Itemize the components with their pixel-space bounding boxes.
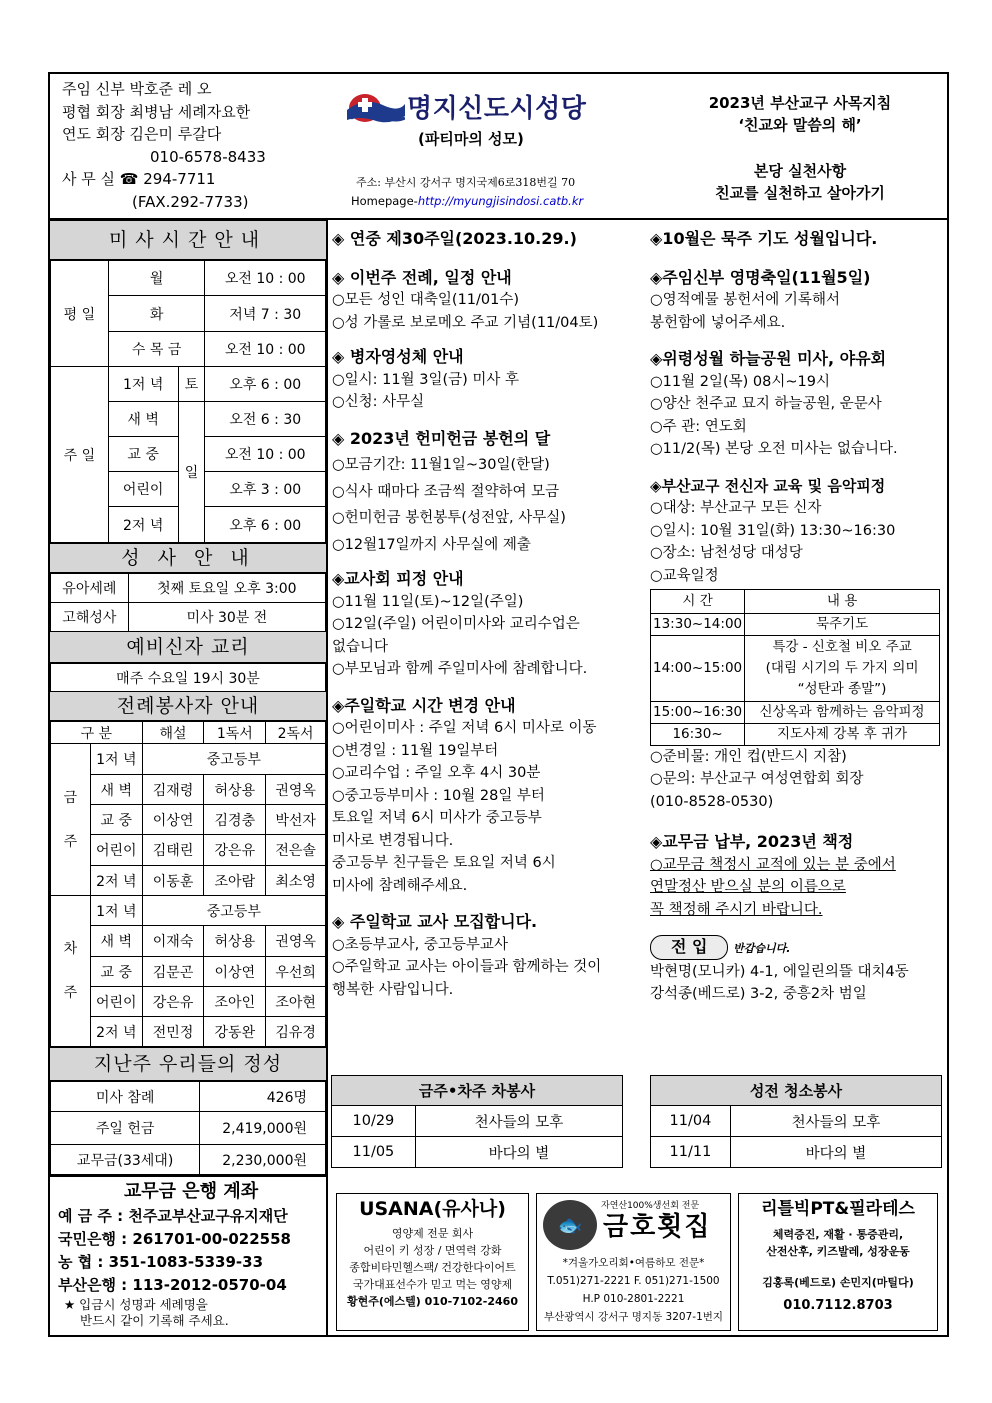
liturgy-reader2: 권영옥 <box>266 926 326 957</box>
offering-value: 2,230,000원 <box>200 1145 326 1175</box>
sacrament-table <box>50 573 326 632</box>
sched-time: 16:30~ <box>651 723 745 745</box>
liturgy-reader2: 김유경 <box>266 1017 326 1047</box>
ad-usana-line: 종합비타민헬스팩/ 건강한다이어트 <box>349 1261 516 1274</box>
duty-team: 천사들의 모후 <box>415 1106 622 1137</box>
liturgy-reader2: 우선희 <box>266 957 326 987</box>
sched-time: 14:00~15:00 <box>651 635 745 701</box>
practice-title: 본당 실천사항 <box>753 162 847 180</box>
sick-communion-item: ○일시: 11월 3일(금) 미사 후 <box>332 371 520 388</box>
ad-pilates-line: 체력증진, 재활 · 통증관리, <box>772 1228 904 1241</box>
sunday-school-item: 중고등부 친구들은 토요일 저녁 6시 <box>332 855 556 871</box>
catechumen-schedule: 매주 수요일 19시 30분 <box>51 664 326 692</box>
weekday-day: 월 <box>108 261 205 296</box>
liturgy-commentator: 김재령 <box>142 775 204 805</box>
sunday-mass-name: 교 중 <box>108 437 178 472</box>
sunday-school-item: ○중고등부미사 : 10월 28일 부터 <box>332 787 545 804</box>
offering-title: 지난주 우리들의 정성 <box>50 1047 326 1081</box>
liturgy-commentator: 이재숙 <box>142 926 204 957</box>
liturgy-reader2: 박선자 <box>266 805 326 835</box>
cleaning-duty-table <box>650 1075 942 1168</box>
duty-team: 바다의 별 <box>730 1137 941 1168</box>
bank-title: 교무금 은행 계좌 <box>123 1181 259 1202</box>
cleaning-duty-title: 성전 청소봉사 <box>651 1076 942 1106</box>
sunday-mass-name: 어린이 <box>108 472 178 507</box>
ad-pilates-contact: 김홍록(베드로) 손민지(마틸다) <box>762 1276 914 1289</box>
duty-team: 바다의 별 <box>415 1137 622 1168</box>
ad-usana-line: 국가대표선수가 믿고 먹는 영양제 <box>352 1278 513 1291</box>
rice-offering-item: ○헌미헌금 봉헌봉투(성전앞, 사무실) <box>332 510 566 526</box>
teacher-recruit-item: ○주일학교 교사는 아이들과 함께하는 것이 <box>332 959 602 975</box>
sched-header: 내 용 <box>745 590 940 614</box>
left-column-divider <box>326 218 328 1337</box>
liturgy-header: 2독서 <box>266 722 326 744</box>
teacher-recruit-item: 행복한 사람입니다. <box>332 981 454 998</box>
sunday-mass-time: 오전 10 : 00 <box>205 437 326 472</box>
rosary-month-title: ◈10월은 묵주 기도 성월입니다. <box>650 229 878 248</box>
sunday-mass-time: 오후 6 : 00 <box>205 507 326 543</box>
teacher-recruit-item: ○초등부교사, 중고등부교사 <box>332 936 508 953</box>
church-homepage <box>351 194 583 208</box>
guideline-theme: ‘친교와 말씀의 해’ <box>738 116 862 134</box>
duty-date: 10/29 <box>332 1106 416 1137</box>
teacher-retreat-item: ○12일(주일) 어린이미사와 교리수업은 <box>332 616 580 632</box>
homepage-link[interactable]: http://myungjisindosi.catb.kr <box>417 194 584 208</box>
liturgy-reader2: 최소영 <box>266 866 326 896</box>
liturgy-mass: 새 벽 <box>90 926 142 957</box>
this-week-label-text: 금 주 <box>63 789 78 850</box>
transfer-in-welcome: 반갑습니다. <box>733 942 791 955</box>
liturgy-mass: 1저 녁 <box>90 744 142 775</box>
liturgy-commentator: 김문곤 <box>142 957 204 987</box>
rice-offering-item: ○모금기간: 11월1일~30일(한달) <box>332 457 550 473</box>
sick-communion-item: ○신청: 사무실 <box>332 394 425 410</box>
liturgy-commentator: 김태린 <box>142 835 204 866</box>
duty-team: 천사들의 모후 <box>730 1106 941 1137</box>
bank-holder: 예 금 주 : 천주교부산교구유지재단 <box>58 1207 288 1225</box>
education-item: ○장소: 남천성당 대성당 <box>650 545 803 561</box>
liturgy-header: 해설 <box>142 722 204 744</box>
practice-text: 친교를 실천하고 살아가기 <box>715 184 885 202</box>
header-yeondo-president: 연도 회장 김은미 루갈다 <box>62 125 222 143</box>
liturgy-commentator: 강은유 <box>142 987 204 1017</box>
church-subtitle: (파티마의 성모) <box>418 130 524 148</box>
weekday-day: 수 목 금 <box>108 332 205 367</box>
liturgy-mass: 2저 녁 <box>90 866 142 896</box>
ad-fish-restaurant <box>536 1193 731 1331</box>
liturgy-reader1: 허상용 <box>204 926 266 957</box>
ad-fish-lines <box>537 1254 730 1326</box>
liturgy-merged: 중고등부 <box>142 744 325 775</box>
education-item: ○준비물: 개인 컵(반드시 지참) <box>650 748 847 765</box>
liturgy-schedule-item: ○성 가롤로 보로메오 주교 기념(11/04토) <box>332 314 599 331</box>
feast-item: ○영적예물 봉헌서에 기록해서 <box>650 292 840 308</box>
bank-accounts <box>58 1180 324 1329</box>
catechumen-table <box>50 663 326 692</box>
fish-logo <box>543 1200 597 1250</box>
sched-time: 15:00~16:30 <box>651 701 745 723</box>
education-item: ○일시: 10월 31일(화) 13:30~16:30 <box>650 522 896 539</box>
sunday-mass-name: 새 벽 <box>108 402 178 437</box>
ad-usana <box>336 1193 529 1331</box>
liturgy-reader2: 전은솔 <box>266 835 326 866</box>
sunday-school-title: ◈주일학교 시간 변경 안내 <box>332 695 516 715</box>
next-week-label <box>51 896 91 1047</box>
sacrament-title: 성 사 안 내 <box>50 543 326 573</box>
liturgy-reader1: 허상용 <box>204 775 266 805</box>
liturgy-schedule-item: ○모든 성인 대축일(11/01수) <box>332 292 520 308</box>
liturgy-mass: 어린이 <box>90 987 142 1017</box>
church-address: 주소: 부산시 강서구 명지국제6로318번길 70 <box>356 176 576 189</box>
liturgy-table <box>50 721 326 1047</box>
ad-fish-tag: 자연산100%생선회 전문 <box>601 1201 700 1211</box>
rice-offering-title: ◈ 2023년 헌미헌금 봉헌의 달 <box>332 428 551 448</box>
memorial-title: ◈위령성월 하늘공원 미사, 야유회 <box>650 349 887 368</box>
offering-label: 주일 헌금 <box>51 1112 200 1145</box>
memorial-item: ○11/2(목) 본당 오전 미사는 없습니다. <box>650 441 898 457</box>
sched-time: 13:30~14:00 <box>651 613 745 635</box>
liturgy-header: 1독서 <box>204 722 266 744</box>
sunday-mass-time: 오전 6 : 30 <box>205 402 326 437</box>
liturgy-reader1: 김경충 <box>204 805 266 835</box>
middle-column <box>332 228 642 1001</box>
bank-note: 반드시 같이 기록해 주세요. <box>80 1313 229 1328</box>
header-office: 사 무 실 ☎ 294-7711 <box>62 170 216 188</box>
offering-value: 426명 <box>200 1082 326 1112</box>
sunday-mass-name: 2저 녁 <box>108 507 178 543</box>
liturgy-mass: 교 중 <box>90 957 142 987</box>
header-pastor: 주임 신부 박호준 레 오 <box>62 80 212 98</box>
homepage-label: Homepage- <box>351 194 418 208</box>
liturgy-mass: 어린이 <box>90 835 142 866</box>
education-item: ○대상: 부산교구 모든 신자 <box>650 500 822 516</box>
memorial-item: ○주 관: 연도회 <box>650 418 747 435</box>
offering-value: 2,419,000원 <box>200 1112 326 1145</box>
liturgy-reader1: 조아인 <box>204 987 266 1017</box>
sunday-label: 주 일 <box>51 367 109 543</box>
tithe-item: ○교무금 책정시 교적에 있는 분 중에서 <box>650 856 896 873</box>
sunday-mass-time: 오후 6 : 00 <box>205 367 326 402</box>
bank-busan: 부산은행 : 113-2012-0570-04 <box>58 1276 287 1294</box>
transfer-in-badge: 전 입 <box>650 935 728 960</box>
tithe-title: ◈교무금 납부, 2023년 책정 <box>650 832 854 851</box>
header-phone: 010-6578-8433 <box>150 147 266 166</box>
ad-usana-line: 어린이 키 성장 / 면역력 강화 <box>363 1244 502 1257</box>
bank-nonghyup: 농 협 : 351-1083-5339-33 <box>58 1253 264 1271</box>
sched-content: 신상옥과 함께하는 음악피정 <box>745 701 940 723</box>
sched-content: 지도사제 강복 후 귀가 <box>745 723 940 745</box>
next-week-label-text: 차 주 <box>63 941 78 1001</box>
liturgy-schedule-title: ◈ 이번주 전례, 일정 안내 <box>332 267 512 287</box>
duty-date: 11/04 <box>651 1106 731 1137</box>
right-column <box>650 228 945 1006</box>
saturday-mark: 토 <box>178 367 205 402</box>
sunday-title: ◈ 연중 제30주일(2023.10.29.) <box>332 229 577 248</box>
church-logo-icon <box>345 86 405 130</box>
guideline-title: 2023년 부산교구 사목지침 <box>708 94 892 112</box>
ad-usana-contact: 황현주(에스텔) 010-7102-2460 <box>347 1295 518 1308</box>
liturgy-commentator: 전민정 <box>142 1017 204 1047</box>
sunday-mass-time: 오후 3 : 00 <box>205 472 326 507</box>
weekday-label: 평 일 <box>51 261 109 367</box>
sunday-school-item: ○어린이미사 : 주일 저녁 6시 미사로 이동 <box>332 720 597 736</box>
liturgy-reader1: 조아람 <box>204 866 266 896</box>
liturgy-header: 구 분 <box>51 722 143 744</box>
sched-content: 특강 - 신호철 비오 주교 (대림 시기의 두 가지 의미 “성탄과 종말”) <box>745 635 940 701</box>
liturgy-merged: 중고등부 <box>142 896 325 926</box>
rice-offering-item: ○12월17일까지 사무실에 제출 <box>332 536 531 553</box>
sunday-school-item: 미사로 변경됩니다. <box>332 832 454 849</box>
ad-fish-line: 부산광역시 강서구 명지동 3207-1번지 <box>543 1311 724 1323</box>
bank-note: ★ 입금시 성명과 세례명을 <box>64 1297 208 1312</box>
feast-title: ◈주임신부 영명축일(11월5일) <box>650 267 871 287</box>
sched-content: 묵주기도 <box>745 613 940 635</box>
ad-pilates <box>738 1193 938 1331</box>
header-fax: (FAX.292-7733) <box>132 192 249 211</box>
duty-date: 11/05 <box>332 1137 416 1168</box>
education-item: ○문의: 부산교구 여성연합회 회장 <box>650 771 864 787</box>
liturgy-mass: 교 중 <box>90 805 142 835</box>
weekday-time: 저녁 7 : 30 <box>205 296 326 332</box>
teacher-retreat-item: ○11월 11일(토)~12일(주일) <box>332 593 524 610</box>
offering-label: 교무금(33세대) <box>51 1145 200 1175</box>
offering-label: 미사 참례 <box>51 1082 200 1112</box>
memorial-item: ○양산 천주교 묘지 하늘공원, 운문사 <box>650 396 882 412</box>
liturgy-reader2: 권영옥 <box>266 775 326 805</box>
sunday-school-item: ○교리수업 : 주일 오후 4시 30분 <box>332 765 541 781</box>
transfer-in-item: 강석종(베드로) 3-2, 중흥2차 범일 <box>650 986 867 1002</box>
education-title: ◈부산교구 전신자 교육 및 음악피정 <box>650 476 886 495</box>
liturgy-reader1: 이상연 <box>204 957 266 987</box>
sunday-mark: 일 <box>178 402 205 543</box>
mass-times-table <box>50 260 326 543</box>
tithe-item: 꼭 책정해 주시기 바랍니다. <box>650 901 823 918</box>
mass-times-title: 미사시간안내 <box>50 220 326 260</box>
sacrament-label: 고해성사 <box>51 603 129 632</box>
liturgy-commentator: 이동훈 <box>142 866 204 896</box>
offering-table <box>50 1081 326 1175</box>
sunday-school-item: ○변경일 : 11월 19일부터 <box>332 742 499 759</box>
liturgy-mass: 2저 녁 <box>90 1017 142 1047</box>
weekday-day: 화 <box>108 296 205 332</box>
church-name: 명지신도시성당 <box>407 94 587 124</box>
this-week-label <box>51 744 91 896</box>
liturgy-mass: 1저 녁 <box>90 896 142 926</box>
teacher-retreat-item: ○부모님과 함께 주일미사에 참례합니다. <box>332 661 588 677</box>
ad-pilates-line: 산전산후, 키즈발레, 성장운동 <box>766 1245 910 1258</box>
header-staff-info <box>62 78 322 213</box>
sacrament-value: 첫째 토요일 오후 3:00 <box>128 574 325 603</box>
ad-fish-line: T.051)271-2221 F. 051)271-1500 <box>547 1275 720 1287</box>
sched-header: 시 간 <box>651 590 745 614</box>
teacher-retreat-item: 없습니다 <box>332 638 389 655</box>
transfer-in-item: 박현명(모니카) 4-1, 에일린의뜰 대치4동 <box>650 963 909 980</box>
rice-offering-item: ○식사 때마다 조금씩 절약하여 모금 <box>332 483 560 500</box>
weekday-time: 오전 10 : 00 <box>205 261 326 296</box>
catechumen-title: 예비신자 교리 <box>50 631 326 663</box>
car-duty-title: 금주•차주 차봉사 <box>332 1076 623 1106</box>
car-duty-table <box>331 1075 623 1168</box>
header-council-president: 평협 회장 최병남 세례자요한 <box>62 102 251 121</box>
education-item: (010-8528-0530) <box>650 793 774 810</box>
duty-date: 11/11 <box>651 1137 731 1168</box>
pastoral-guideline <box>660 92 940 204</box>
sunday-school-item: 미사에 참례해주세요. <box>332 877 468 894</box>
tithe-item: 연말정산 받으실 분의 이름으로 <box>650 879 846 895</box>
sacrament-value: 미사 30분 전 <box>128 603 325 632</box>
ad-fish-line: *겨울가오리회•여름하모 전문* <box>562 1257 705 1269</box>
liturgy-mass: 새 벽 <box>90 775 142 805</box>
sick-communion-title: ◈ 병자영성체 안내 <box>332 347 464 366</box>
sacrament-label: 유아세례 <box>51 574 129 603</box>
bank-divider <box>50 1175 326 1177</box>
liturgy-title: 전례봉사자 안내 <box>50 691 326 721</box>
fish-icon: 🐟 <box>557 1213 583 1237</box>
feast-item: 봉헌함에 넣어주세요. <box>650 314 786 331</box>
sunday-school-item: 토요일 저녁 6시 미사가 중고등부 <box>332 810 542 826</box>
ad-usana-title: USANA(유사나) <box>359 1198 506 1220</box>
liturgy-reader1: 강동완 <box>204 1017 266 1047</box>
ad-fish-title: 금호횟집 <box>603 1212 712 1242</box>
ad-pilates-title: 리틀빅PT&필라테스 <box>761 1199 915 1219</box>
liturgy-reader2: 조아현 <box>266 987 326 1017</box>
ad-fish-line: H.P 010-2801-2221 <box>582 1293 685 1305</box>
teacher-retreat-title: ◈교사회 피정 안내 <box>332 569 464 588</box>
ad-pilates-phone: 010.7112.8703 <box>783 1298 893 1313</box>
memorial-item: ○11월 2일(목) 08시~19시 <box>650 373 830 390</box>
sunday-mass-name: 1저 녁 <box>108 367 178 402</box>
ad-usana-line: 영양제 전문 회사 <box>391 1227 474 1240</box>
education-item: ○교육일정 <box>650 567 719 584</box>
liturgy-commentator: 이상연 <box>142 805 204 835</box>
education-schedule-table <box>650 589 940 746</box>
weekday-time: 오전 10 : 00 <box>205 332 326 367</box>
liturgy-reader1: 강은유 <box>204 835 266 866</box>
bank-kookmin: 국민은행 : 261701-00-022558 <box>58 1230 291 1248</box>
teacher-recruit-title: ◈ 주일학교 교사 모집합니다. <box>332 912 538 931</box>
